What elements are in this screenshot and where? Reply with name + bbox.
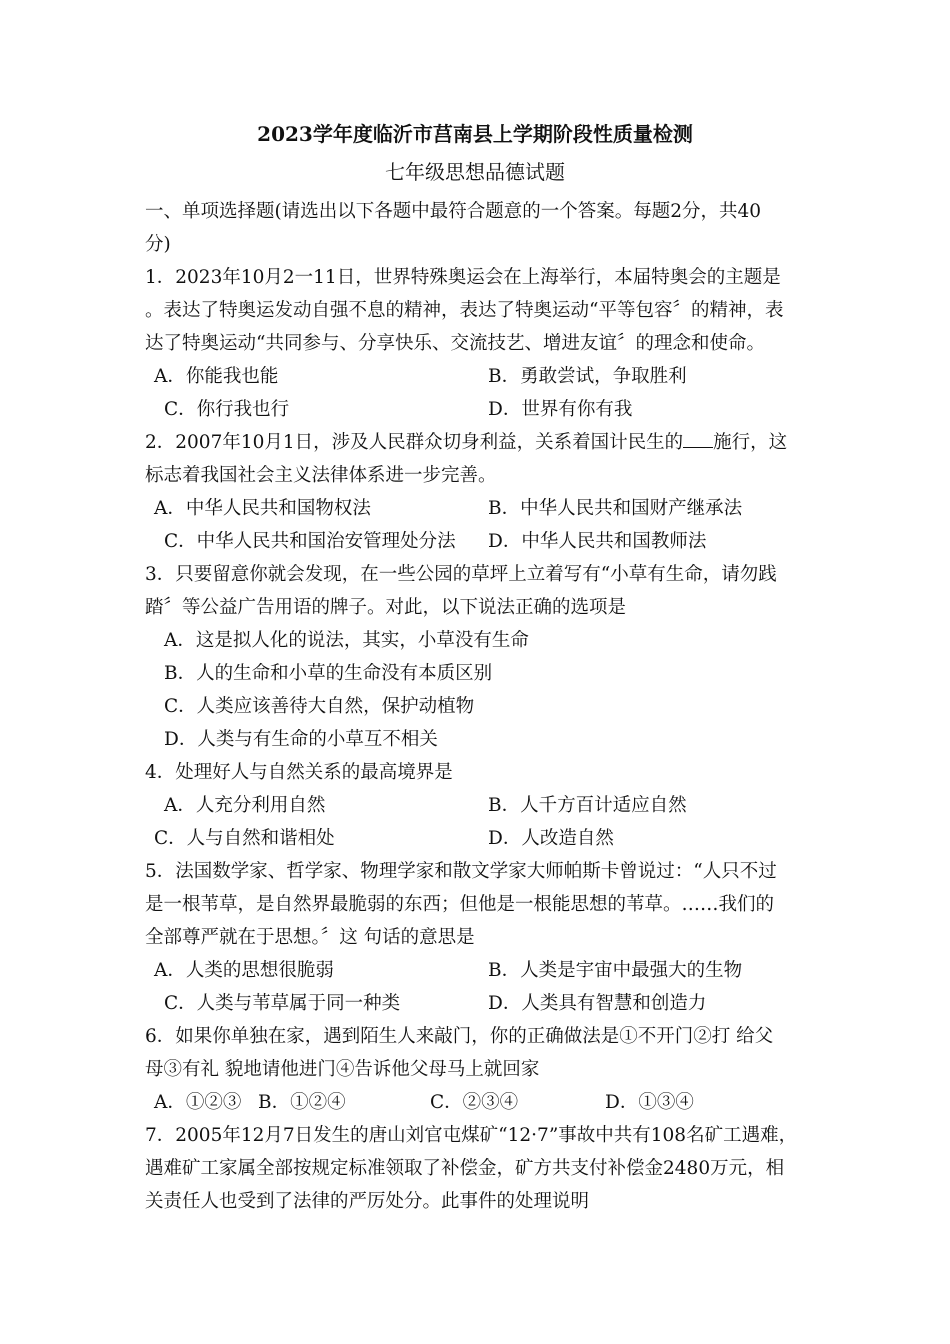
- q1-stem-line3: 达了特奥运动“共同参与、分享快乐、交流技艺、增进友谊〞的理念和使命。: [145, 333, 765, 354]
- q4-option-d: D．人改造自然: [488, 828, 614, 849]
- q6-option-a: A．①②③: [154, 1092, 242, 1113]
- q2-option-b: B．中华人民共和国财产继承法: [488, 498, 743, 519]
- q6-stem-line2: 母③有礼 貌地请他进门④告诉他父母马上就回家: [145, 1059, 540, 1080]
- q1-option-c: C．你行我也行: [164, 399, 290, 420]
- q2-option-d: D．中华人民共和国教师法: [488, 531, 707, 552]
- q2-stem-line1: [145, 431, 787, 455]
- q1-option-b: B．勇敢尝试，争取胜利: [488, 366, 687, 387]
- q1-stem-line2: 。表达了特奥运发动自强不息的精神，表达了特奥运动“平等包容〞的精神，表: [145, 300, 784, 321]
- q2-stem-part2: 施行，这: [713, 432, 788, 453]
- q3-stem-line1: 3．只要留意你就会发现，在一些公园的草坪上立着写有“小草有生命，请勿践: [145, 564, 777, 585]
- q2-option-c: C．中华人民共和国治安管理处分法: [164, 531, 456, 552]
- q1-option-d: D．世界有你有我: [488, 399, 633, 420]
- q4-stem-line1: 4．处理好人与自然关系的最高境界是: [145, 762, 453, 783]
- q6-stem-line1: 6．如果你单独在家，遇到陌生人来敲门，你的正确做法是①不开门②打 给父: [145, 1026, 774, 1047]
- q1-stem-line1: 1．2023年10月2一11日，世界特殊奥运会在上海举行，本届特奥会的主题是: [145, 267, 781, 288]
- q5-option-a: A．人类的思想很脆弱: [154, 960, 334, 981]
- q2-stem-line2: 标志着我国社会主义法律体系进一步完善。: [145, 465, 497, 486]
- q4-option-b: B．人千方百计适应自然: [488, 795, 687, 816]
- q6-option-b: B．①②④: [258, 1092, 346, 1113]
- q4-option-a: A．人充分利用自然: [164, 795, 326, 816]
- q7-stem-line2: 遇难矿工家属全部按规定标准领取了补偿金，矿方共支付补偿金2480万元，相: [145, 1158, 785, 1179]
- q5-stem-line1: 5．法国数学家、哲学家、物理学家和散文学家大师帕斯卡曾说过：“人只不过: [145, 861, 777, 882]
- q2-stem-part1: 2．2007年10月1日，涉及人民群众切身利益，关系着国计民生的: [145, 432, 684, 453]
- q5-option-b: B．人类是宇宙中最强大的生物: [488, 960, 743, 981]
- section-instruction-line1: 一、单项选择题(请选出以下各题中最符合题意的一个答案。每题2分，共40: [145, 201, 762, 222]
- q5-option-c: C．人类与苇草属于同一种类: [164, 993, 401, 1014]
- q3-stem-line2: 踏〞等公益广告用语的牌子。对此，以下说法正确的选项是: [145, 597, 627, 618]
- q3-option-c: C．人类应该善待大自然，保护动植物: [164, 696, 475, 717]
- q3-option-d: D．人类与有生命的小草互不相关: [164, 729, 438, 750]
- q7-stem-line1: 7．2005年12月7日发生的唐山刘官屯煤矿“12·7”事故中共有108名矿工遇难，: [145, 1125, 798, 1146]
- q4-option-c: C．人与自然和谐相处: [154, 828, 335, 849]
- q5-stem-line3: 全部尊严就在于思想。〞这 句话的意思是: [145, 927, 475, 948]
- section-instruction-line2: 分): [145, 234, 171, 255]
- q6-option-d: D．①③④: [605, 1092, 694, 1113]
- exam-subtitle: 七年级思想品德试题: [385, 160, 565, 184]
- q6-option-c: C．②③④: [430, 1092, 519, 1113]
- q5-stem-line2: 是一根苇草，是自然界最脆弱的东西；但他是一根能思想的苇草。……我们的: [145, 894, 775, 915]
- q5-option-d: D．人类具有智慧和创造力: [488, 993, 707, 1014]
- q1-option-a: A．你能我也能: [154, 366, 279, 387]
- q2-option-a: A．中华人民共和国物权法: [154, 498, 371, 519]
- q7-stem-line3: 关责任人也受到了法律的严厉处分。此事件的处理说明: [145, 1191, 590, 1212]
- q3-option-a: A．这是拟人化的说法，其实，小草没有生命: [164, 630, 529, 651]
- answer-blank: [683, 431, 713, 448]
- exam-title: 2023学年度临沂市莒南县上学期阶段性质量检测: [257, 122, 693, 146]
- q3-option-b: B．人的生命和小草的生命没有本质区别: [164, 663, 493, 684]
